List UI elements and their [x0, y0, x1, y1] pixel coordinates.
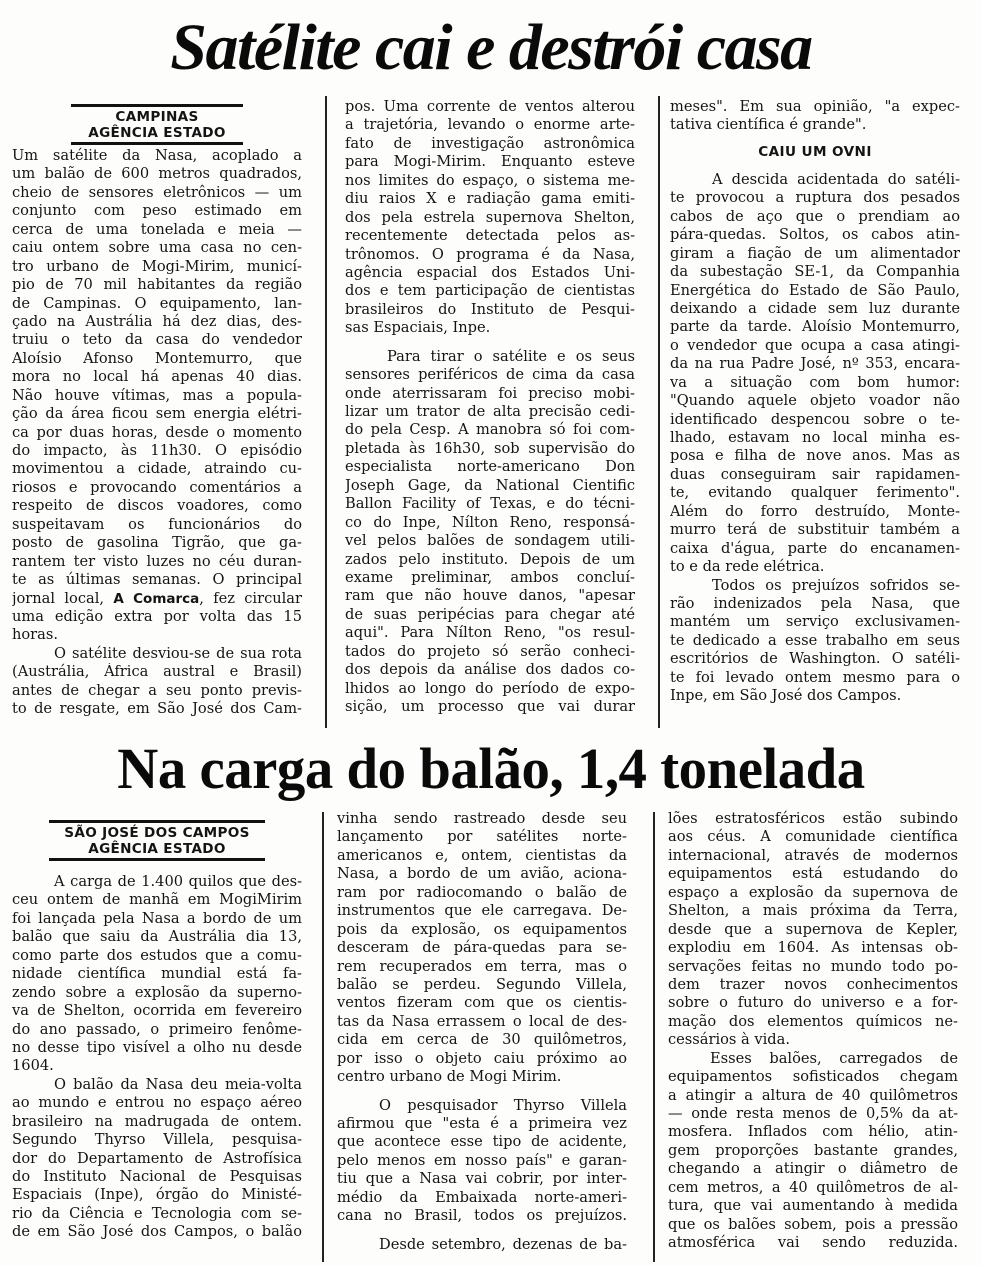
text-line: onde aterrissaram foi preciso mobi- — [345, 384, 635, 402]
paragraph — [345, 348, 635, 717]
paragraph — [12, 645, 302, 719]
text-line: sição, um processo que vai durar — [345, 698, 635, 715]
text-line: Inpe, em São José dos Campos. — [670, 687, 902, 705]
text-line: rem recuperados em terra, mas o — [337, 957, 627, 975]
article2-column-2 — [337, 810, 627, 1254]
text-line: Nasa, a bordo de um avião, aciona- — [337, 865, 627, 883]
byline — [49, 820, 265, 861]
column-divider — [322, 812, 324, 1262]
text-line: chegando a atingir o diâmetro de — [668, 1160, 958, 1178]
byline-agency: AGÊNCIA ESTADO — [88, 841, 226, 857]
text-line: balão que saiu da Austrália dia 13, — [12, 928, 302, 946]
text-line: caixa d'água, parte do encanamen- — [670, 539, 960, 557]
text-line: O satélite desviou-se de sua rota — [54, 644, 302, 662]
paragraph — [12, 147, 302, 590]
text-line: Desde setembro, dezenas de ba- — [379, 1235, 627, 1253]
article2-column-3 — [668, 810, 958, 1253]
text-line: truiu o teto da casa do vendedor — [12, 331, 302, 349]
paragraph — [12, 1076, 302, 1242]
text-line: gem proporções bastante grandes, — [668, 1141, 958, 1159]
text-line: do pela Cesp. A manobra só foi com- — [345, 421, 635, 439]
text-line: um balão de 600 metros quadrados, — [12, 165, 302, 183]
text-line: ram que não houve danos, "apesar — [345, 587, 635, 605]
text-line: escritórios de Washington. O satéli- — [670, 650, 960, 668]
text-line: riosos e provocando comentários a — [12, 478, 302, 496]
text-line: pelo menos em nosso país" e garan- — [337, 1151, 627, 1169]
byline — [71, 104, 243, 145]
article1-column-3 — [670, 98, 960, 706]
subheading: CAIU UM OVNI — [758, 143, 872, 160]
text-line: espaço a explosão da supernova de — [668, 883, 958, 901]
text-line: nidade científica mundial está fa- — [12, 965, 302, 983]
text-line: o vendedor que ocupa a casa atingi- — [670, 336, 960, 354]
text-line: lizar um trator de alta precisão cedi- — [345, 403, 635, 420]
text-line: caiu ontem sobre uma casa no cen- — [12, 239, 302, 257]
text-line: mosfera. Inflados com hélio, atin- — [668, 1123, 958, 1141]
text-line: Joseph Gage, da National Cientific — [345, 476, 635, 494]
paragraph — [12, 873, 302, 1076]
text-line: identificado despencou sobre o te- — [670, 410, 960, 428]
text-line: "Quando aquele objeto voador não — [670, 392, 960, 410]
text-line: por isso o objeto caiu próximo ao — [337, 1049, 627, 1067]
text-line: instrumentos que ele carregava. De- — [337, 902, 627, 920]
publication-name: A Comarca — [113, 590, 200, 607]
text-line: mora no local há apenas 40 dias. — [12, 368, 302, 386]
text-line: rio da Ciência e Tecnologia com se- — [12, 1204, 302, 1222]
text-line: pára-quedas. Soltos, os cabos atin- — [670, 226, 960, 244]
text-line: va a situação com bom humor: — [670, 373, 960, 391]
text-line: nos limites do espaço, o sistema me- — [345, 171, 635, 189]
text-line: tiu que a Nasa vai cobrir, por inter- — [337, 1170, 627, 1188]
text-line: tro urbano de Mogi-Mirim, municí- — [12, 257, 302, 275]
paragraph — [345, 98, 635, 338]
text-line: duas conseguiram sair rapidamen- — [670, 465, 960, 483]
text-line: dos depois da análise dos dados co- — [345, 661, 635, 679]
text-line: médio da Embaixada norte-ameri- — [337, 1188, 627, 1206]
text-line: equipamentos sofisticados chegam — [668, 1068, 958, 1086]
article1-column-1 — [12, 104, 302, 719]
text-line: ção da área ficou sem energia elétri- — [12, 405, 302, 423]
text-line: jornal local, A Comarca, fez circular — [12, 589, 302, 607]
text-line: suspeitavam os funcionários do — [12, 515, 302, 533]
text-line: da na rua Padre José, nº 353, encara- — [670, 355, 960, 373]
text-line: pois da explosão, os equipamentos — [337, 920, 627, 938]
text-line: equipamentos está estudando do — [668, 865, 958, 883]
text-line: que acontece esse tipo de acidente, — [337, 1133, 627, 1151]
text-line: pos. Uma corrente de ventos alterou — [345, 98, 635, 115]
text-line: mação dos elementos químicos ne- — [668, 1012, 958, 1030]
text-line: O balão da Nasa deu meia-volta — [54, 1075, 302, 1093]
byline-agency: AGÊNCIA ESTADO — [88, 125, 226, 141]
text-line: ao mundo e entrou no espaço aéreo — [12, 1094, 302, 1112]
text-line: de suas peripécias para chegar até — [345, 605, 635, 623]
text-line: uma edição extra por volta das 15 — [12, 607, 302, 625]
column-divider — [325, 96, 327, 728]
text-line: movimentou a cidade, atraindo cu- — [12, 460, 302, 478]
text-line: lhado, estavam no local minha es- — [670, 429, 960, 446]
text-line: Esses balões, carregados de — [710, 1049, 958, 1067]
text-line: aos céus. A comunidade científica — [668, 828, 958, 846]
text-line: Shelton, a mais próxima da Terra, — [668, 902, 958, 920]
text-line: agência espacial dos Estados Uni- — [345, 263, 635, 281]
text-line: zados pelo instituto. Depois de um — [345, 550, 635, 568]
text-line: fato de investigação astronômica — [345, 134, 635, 152]
text-line: como parte dos estudos que a comu- — [12, 946, 302, 964]
text-line: ca por duas horas, desde o momento — [12, 423, 302, 441]
text-line: cem metros, a 40 quilômetros de al- — [668, 1178, 958, 1196]
text-line: explodiu em 1604. As intensas ob- — [668, 939, 958, 957]
text-line: desceram de pára-quedas para se- — [337, 939, 627, 957]
text-line: posa e filha de nove anos. Mas as — [670, 447, 960, 465]
text-line: brasileiro na madrugada de ontem. — [12, 1112, 302, 1130]
text-line: Ballon Facility of Texas, e do técni- — [345, 495, 635, 513]
paragraph — [670, 98, 960, 135]
text-line: antes de chegar a seu ponto previs- — [12, 681, 302, 699]
text-line: Todos os prejuízos sofridos se- — [712, 576, 960, 594]
text-line: afirmou que "esta é a primeira vez — [337, 1115, 627, 1132]
text-line: diu raios X e radiação gama emiti- — [345, 190, 635, 208]
text-line: deixando a cidade sem luz durante — [670, 299, 960, 317]
text-line: co do Inpe, Nílton Reno, responsá- — [345, 513, 635, 531]
text-line: Para tirar o satélite e os seus — [387, 347, 635, 365]
text-line: ram por radiocomando o balão de — [337, 883, 627, 901]
text-line: do ano passado, o primeiro fenôme- — [12, 1020, 302, 1038]
article2-column-1 — [12, 820, 302, 1242]
text-line: Aloísio Afonso Montemurro, que — [12, 349, 302, 367]
byline-location: SÃO JOSÉ DOS CAMPOS — [64, 825, 250, 841]
text-line: dem trazer novos conhecimentos — [668, 975, 958, 993]
text-line: te dedicado a esse trabalho em seus — [670, 631, 960, 649]
text-line: parte da tarde. Aloísio Montemurro, — [670, 318, 960, 336]
text-line: centro urbano de Mogi Mirim. — [337, 1068, 562, 1086]
text-line: conjunto com peso estimado em — [12, 202, 302, 220]
text-line: dos pela estrela supernova Shelton, — [345, 208, 635, 226]
paragraph — [337, 1097, 627, 1226]
text-line: tados do projeto só serão conheci- — [345, 642, 635, 660]
column-divider — [653, 812, 655, 1262]
text-line: internacional, através de modernos — [668, 846, 958, 864]
headline-carga-balao: Na carga do balão, 1,4 tonelada — [117, 736, 865, 801]
text-line: sensores periféricos de cima da casa — [345, 366, 635, 384]
byline-location: CAMPINAS — [115, 109, 199, 125]
text-line: do impacto, às 11h30. O episódio — [12, 442, 302, 459]
text-line: (Austrália, África austral e Brasil) — [12, 663, 302, 681]
text-line: to e da rede elétrica. — [670, 558, 825, 576]
paragraph — [337, 810, 627, 1087]
text-line: a atingir a altura de 40 quilômetros — [668, 1086, 958, 1104]
text-line: te, evitando qualquer ferimento". — [670, 484, 960, 502]
text-line: atmosférica vai sendo reduzida. — [668, 1234, 958, 1252]
text-line: te foi levado ontem mesmo para o — [670, 668, 960, 686]
text-line: A carga de 1.400 quilos que des- — [54, 873, 302, 890]
text-line: Segundo Thyrso Villela, pesquisa- — [12, 1131, 302, 1149]
text-line: lões estratosféricos estão subindo — [668, 810, 958, 827]
text-line: aqui". Para Nílton Reno, "os resul- — [345, 624, 635, 642]
text-line: no desse tipo visível a olho nu desde — [12, 1038, 302, 1056]
text-line: A descida acidentada do satéli- — [712, 170, 960, 188]
text-line: do Instituto Nacional de Pesquisas — [12, 1168, 302, 1185]
text-line: to de resgate, em São José dos Cam- — [12, 700, 302, 718]
text-line: cana no Brasil, todos os prejuízos. — [337, 1207, 627, 1225]
text-line: horas. — [12, 626, 58, 644]
text-line: para Mogi-Mirim. Enquanto esteve — [345, 153, 635, 171]
text-line: çado na Austrália há dez dias, des- — [12, 312, 302, 330]
text-line: tativa científica é grande". — [670, 116, 867, 134]
text-line: dos e tem participação de cientistas — [345, 282, 635, 300]
text-line: especialista norte-americano Don — [345, 458, 635, 476]
text-line: Não houve vítimas, mas a popula- — [12, 386, 302, 404]
text-line: ventos fizeram com que os cientis- — [337, 994, 627, 1012]
text-line: Energética do Estado de São Paulo, — [670, 281, 960, 299]
text-line: — onde resta menos de 0,5% da at- — [668, 1105, 958, 1122]
text-line: vel pelos balões de sondagem utili- — [345, 532, 635, 550]
text-line: trônomos. O programa é da Nasa, — [345, 245, 635, 263]
text-line: sobre o futuro do universo e a for- — [668, 994, 958, 1012]
text-line: servações feitas no mundo todo po- — [668, 957, 958, 975]
text-line: de em São José dos Campos, o balão — [12, 1223, 302, 1241]
paragraph — [668, 1050, 958, 1253]
text-line: murro terá de substituir também a — [670, 521, 960, 539]
paragraph — [12, 608, 302, 645]
article1-column-2 — [345, 98, 635, 716]
text-line: cida em cerca de 30 quilômetros, — [337, 1031, 627, 1049]
text-line: lhidos ao longo do período de expo- — [345, 679, 635, 697]
text-line: que os balões sobem, pois a pressão — [668, 1215, 958, 1233]
text-line: mantém um serviço exclusivamen- — [670, 613, 960, 631]
text-line: tas da Nasa errassem o local de des- — [337, 1012, 627, 1030]
text-line: 1604. — [12, 1057, 54, 1075]
text-line: exame preliminar, ambos concluí- — [345, 568, 635, 586]
text-line: O pesquisador Thyrso Villela — [379, 1096, 627, 1114]
text-line: lançamento por satélites norte- — [337, 828, 627, 846]
text-line: te provocou a ruptura dos pesados — [670, 189, 960, 207]
text-line: pio de 70 mil habitantes da região — [12, 276, 302, 294]
text-line: americanos e, ontem, cientistas da — [337, 846, 627, 864]
text-line: foi lançada pela Nasa a bordo de um — [12, 909, 302, 927]
text-line: cerca de uma tonelada e meia — — [12, 220, 302, 238]
text-line: cessários à vida. — [668, 1031, 790, 1049]
text-line: tura, que vai aumentando à medida — [668, 1197, 958, 1215]
text-line: rão indenizados pela Nasa, que — [670, 594, 960, 612]
text-line: desde que a supernova de Kepler, — [668, 920, 958, 938]
text-line: rantem ter visto luzes no céu duran- — [12, 552, 302, 570]
text-line: Espaciais (Inpe), órgão do Ministé- — [12, 1186, 302, 1204]
text-line: Além do forro destruído, Monte- — [670, 502, 960, 520]
text-line: meses". Em sua opinião, "a expec- — [670, 98, 960, 115]
text-line: pletada às 16h30, sob supervisão do — [345, 439, 635, 457]
paragraph — [337, 1236, 627, 1254]
text-line: balão se perdeu. Segundo Villela, — [337, 975, 627, 993]
paragraph — [670, 171, 960, 577]
text-line: giram a fiação de um alimentador — [670, 244, 960, 262]
text-line: da subestação SE-1, da Companhia — [670, 263, 960, 281]
headline-satelite: Satélite cai e destrói casa — [170, 11, 812, 84]
text-line: a trajetória, levando o enorme arte- — [345, 116, 635, 134]
text-line: ceu ontem de manhã em MogiMirim — [12, 891, 302, 909]
text-line: dor do Departamento de Astrofísica — [12, 1149, 302, 1167]
text-line: de Campinas. O equipamento, lan- — [12, 294, 302, 312]
text-line: posto de gasolina Tigrão, que ga- — [12, 534, 302, 552]
text-line: va de Shelton, ocorrida em fevereiro — [12, 1002, 302, 1020]
paragraph — [668, 810, 958, 1050]
text-line: sas Espaciais, Inpe. — [345, 319, 491, 337]
text-line: te as últimas semanas. O principal — [12, 571, 302, 589]
text-line: cheio de sensores eletrônicos — um — [12, 183, 302, 201]
text-line: vinha sendo rastreado desde seu — [337, 810, 627, 827]
text-line: recentemente detectada pelos as- — [345, 227, 635, 245]
text-line: respeito de discos voadores, como — [12, 497, 302, 515]
text-line: brasileiros do Instituto de Pesqui- — [345, 300, 635, 318]
paragraph — [670, 577, 960, 706]
text-line: cabos de aço que o prendiam ao — [670, 207, 960, 225]
column-divider — [658, 96, 660, 728]
text-line: Um satélite da Nasa, acoplado a — [12, 147, 302, 164]
text-line: zendo sobre a explosão da superno- — [12, 983, 302, 1001]
